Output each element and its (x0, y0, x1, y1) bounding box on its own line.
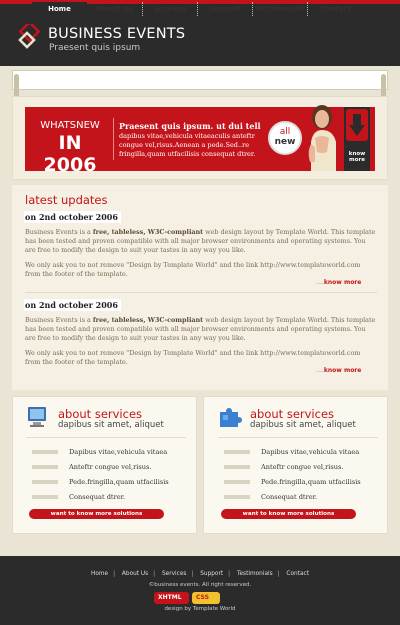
service-item: Pede.fringilla,quam utfacilisis (69, 478, 169, 486)
puzzle-icon (218, 406, 242, 428)
post-paragraph: Business Events is a free, tableless, W3C-compliant web design layout by Template World. This template has been tested and proven compatible with all major browser environments and operating systems. You are free to modify the design to suit your tastes in any way you like. (25, 228, 376, 254)
know-more-solutions-button[interactable]: want to know more solutions (221, 509, 356, 519)
bullet-bar (32, 450, 58, 454)
service-subtitle: dapibus sit amet, aliquet (58, 420, 164, 430)
know-more-link[interactable]: ….know more (316, 367, 362, 374)
banner-whatsnew: WHATSNEW (40, 120, 100, 131)
nav-testimonials[interactable]: Testimonials (253, 2, 308, 16)
banner-text: dapibus vitae,vehicula vitaeaculis anteftr congue vel,risus.Aenean a pede.Sed..re fringilla,quam utfacilisis consequat dtrer. (119, 132, 256, 158)
bullet-bar (32, 465, 58, 469)
nav-bar (12, 70, 388, 90)
know-more-label[interactable]: know more (348, 151, 366, 163)
bullet-bar (224, 450, 250, 454)
footer-links: Home | About Us | Services | Support | Testimonials | Contact (91, 571, 309, 577)
nav-about-us[interactable]: About Us (88, 2, 143, 16)
nav-home[interactable]: Home (32, 2, 87, 16)
copyright: ©business events. All right reserved. (148, 582, 252, 588)
post-separator (25, 292, 377, 293)
bullet-bar (32, 480, 58, 484)
know-more-solutions-button[interactable]: want to know more solutions (29, 509, 164, 519)
nav-contact[interactable]: Contact (320, 5, 351, 13)
badge-all: all (279, 127, 291, 137)
footer-link-home[interactable]: Home (91, 571, 109, 577)
service-subtitle: dapibus sit amet, aliquet (250, 420, 356, 430)
footer (0, 556, 400, 625)
post-paragraph: Business Events is a free, tableless, W3C-compliant web design layout by Template World. This template has been tested and proven compatible with all major browser environments and operating systems. You are free to modify the design to suit your tastes in any way you like. (25, 316, 376, 342)
post-date: on 2nd october 2006 (24, 211, 121, 223)
divider (26, 437, 186, 438)
footer-link-contact[interactable]: Contact (286, 571, 309, 577)
bullet-bar (32, 495, 58, 499)
post-paragraph-note: We only ask you to not remove "Design by Template World" and the link http://www.templateworld.com from the footer of the template. (25, 261, 361, 278)
post-paragraph-note: We only ask you to not remove "Design by Template World" and the link http://www.templateworld.com from the footer of the template. (25, 349, 361, 366)
bullet-bar (224, 495, 250, 499)
banner-divider (113, 118, 114, 160)
footer-link-testimonials[interactable]: Testimonials (236, 571, 273, 577)
bullet-bar (224, 465, 250, 469)
service-item: Consequat dtrer. (69, 493, 126, 501)
service-item: Dapibus vitae,vehicula vitaea (69, 448, 168, 456)
divider (218, 437, 378, 438)
service-item: Anteftr congue vel,risus. (69, 463, 152, 471)
know-more-link[interactable]: ….know more (316, 279, 362, 286)
footer-link-about-us[interactable]: About Us (121, 571, 149, 577)
css-badge[interactable]: CSS (192, 592, 220, 604)
woman-image (305, 102, 343, 171)
site-title: BUSINESS EVENTS (48, 26, 186, 42)
service-title: about services (58, 407, 143, 421)
design-credit: design by Template World (164, 606, 236, 612)
footer-link-services[interactable]: Services (161, 571, 187, 577)
service-title: about services (250, 407, 335, 421)
banner-title: Praesent quis ipsum. ut dui tell (119, 121, 261, 131)
logo-icon (17, 24, 43, 50)
nav-services[interactable]: Services (143, 2, 198, 16)
site-subtitle: Praesent quis ipsum (49, 43, 141, 53)
xhtml-badge[interactable]: XHTML (154, 592, 189, 604)
banner-year: IN 2006 (43, 132, 97, 176)
service-item: Consequat dtrer. (261, 493, 318, 501)
service-item: Pede.fringilla,quam utfacilisis (261, 478, 361, 486)
arrow-down-icon[interactable] (346, 109, 368, 141)
service-item: Anteftr congue vel,risus. (261, 463, 344, 471)
service-item: Dapibus vitae,vehicula vitaea (261, 448, 360, 456)
post-date: on 2nd october 2006 (24, 299, 121, 311)
footer-link-support[interactable]: Support (200, 571, 224, 577)
latest-updates-heading: latest updates (25, 193, 108, 207)
monitor-icon (25, 406, 49, 428)
bullet-bar (224, 480, 250, 484)
nav-support[interactable]: Support (198, 2, 253, 16)
all-new-badge (268, 121, 302, 155)
badge-new: new (274, 137, 296, 147)
